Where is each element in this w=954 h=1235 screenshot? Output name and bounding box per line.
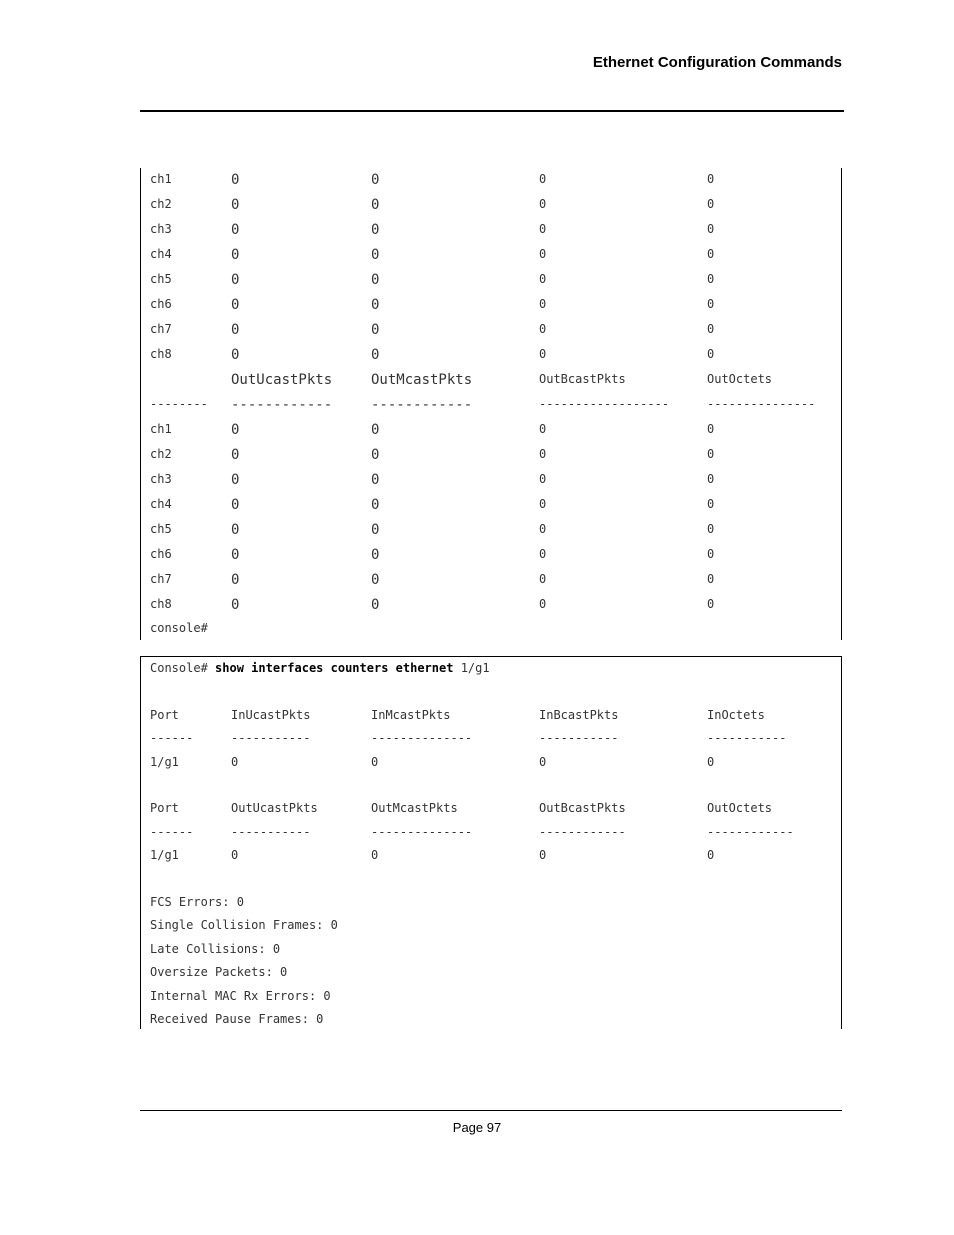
cell: 0 <box>539 447 547 461</box>
cell: 0 <box>231 297 240 313</box>
cell: 0 <box>371 222 380 238</box>
prompt-text: console# <box>150 621 208 635</box>
cell: InUcastPkts <box>231 707 311 722</box>
cell: 0 <box>231 597 240 613</box>
cell: 0 <box>371 322 380 338</box>
cell: ch5 <box>150 272 172 286</box>
cell: 0 <box>707 472 715 486</box>
cell: 0 <box>231 272 240 288</box>
cell: 0 <box>539 297 547 311</box>
cell: OutBcastPkts <box>539 801 626 816</box>
cell: 0 <box>371 547 380 563</box>
cell: 0 <box>539 497 547 511</box>
cell: 0 <box>707 547 715 561</box>
cell: 0 <box>707 272 715 286</box>
cell: ch2 <box>150 197 172 211</box>
cell: 0 <box>371 472 380 488</box>
cell: ------ <box>150 731 194 746</box>
cell: 0 <box>231 754 239 769</box>
cell: 0 <box>539 547 547 561</box>
cell: 0 <box>539 472 547 486</box>
cell: 0 <box>371 247 380 263</box>
cell: 0 <box>707 597 715 611</box>
cell: 0 <box>539 172 547 186</box>
cell: 0 <box>539 848 547 863</box>
cell: ------------------ <box>539 397 670 411</box>
cell: OutMcastPkts <box>371 801 458 816</box>
cell: 0 <box>231 472 240 488</box>
cell: Port <box>150 801 179 816</box>
cell: 0 <box>371 754 379 769</box>
cell: 0 <box>231 172 240 188</box>
cell: OutOctets <box>707 801 773 816</box>
cell: 0 <box>539 347 547 361</box>
cell: 1/g1 <box>150 754 179 769</box>
cell: ch3 <box>150 222 172 236</box>
stat-text: Late Collisions: 0 <box>150 941 281 956</box>
console-output-box-1 <box>140 168 842 640</box>
cell: -------------- <box>371 731 473 746</box>
cell: 0 <box>231 547 240 563</box>
cell: 0 <box>371 272 380 288</box>
stat-text: Oversize Packets: 0 <box>150 965 288 980</box>
cell: 0 <box>231 347 240 363</box>
cell: -------------- <box>371 824 473 839</box>
cell: ----------- <box>231 824 311 839</box>
cell: OutMcastPkts <box>371 372 473 388</box>
cell: ch3 <box>150 472 172 486</box>
cell: 0 <box>371 497 380 513</box>
cell: 0 <box>707 297 715 311</box>
cell: 0 <box>539 272 547 286</box>
cell: 0 <box>539 322 547 336</box>
page-number: Page 97 <box>452 1120 502 1135</box>
cell: 0 <box>371 848 379 863</box>
cell: 0 <box>231 497 240 513</box>
cell: 0 <box>539 197 547 211</box>
cell: 0 <box>371 197 380 213</box>
cell: 0 <box>707 347 715 361</box>
cell: ch4 <box>150 247 172 261</box>
page-header-title: Ethernet Configuration Commands <box>592 54 842 71</box>
cell: 0 <box>371 572 380 588</box>
cell: 0 <box>231 197 240 213</box>
cell: 0 <box>707 322 715 336</box>
cell: ------ <box>150 824 194 839</box>
cell: ------------ <box>371 397 473 413</box>
cell: ch4 <box>150 497 172 511</box>
cell: InBcastPkts <box>539 707 619 722</box>
cell: 0 <box>231 447 240 463</box>
stat-text: FCS Errors: 0 <box>150 895 244 909</box>
cell: OutBcastPkts <box>539 372 626 386</box>
cell: ------------ <box>539 824 626 839</box>
stat-text: Internal MAC Rx Errors: 0 <box>150 988 331 1003</box>
cell: 0 <box>371 422 380 438</box>
cell: 0 <box>707 572 715 586</box>
command-prompt: Console# show interfaces counters ethernet 1/g1 <box>150 661 490 675</box>
header-divider <box>140 110 844 112</box>
cell: 0 <box>231 572 240 588</box>
cell: ----------- <box>231 731 311 746</box>
cell: ch7 <box>150 322 172 336</box>
cell: 0 <box>707 497 715 511</box>
cell: ------------ <box>231 397 333 413</box>
cell: 0 <box>371 347 380 363</box>
cell: OutUcastPkts <box>231 801 318 816</box>
cell: 0 <box>539 572 547 586</box>
cell: --------------- <box>707 397 816 411</box>
cell: 0 <box>707 754 715 769</box>
cell: 0 <box>707 172 715 186</box>
cell: OutUcastPkts <box>231 372 333 388</box>
cell: 0 <box>371 172 380 188</box>
cell: 0 <box>231 247 240 263</box>
stat-text: Received Pause Frames: 0 <box>150 1012 324 1026</box>
cell: 0 <box>539 754 547 769</box>
cell: OutOctets <box>707 372 773 386</box>
cell: ch7 <box>150 572 172 586</box>
cell: 0 <box>539 597 547 611</box>
cell: 0 <box>707 422 715 436</box>
cell: ch5 <box>150 522 172 536</box>
cell: 0 <box>707 848 715 863</box>
cell: 0 <box>231 848 239 863</box>
cell: 1/g1 <box>150 848 179 863</box>
stat-text: Single Collision Frames: 0 <box>150 918 338 933</box>
cell: ----------- <box>539 731 619 746</box>
cell: ch1 <box>150 172 172 186</box>
cell: ch8 <box>150 347 172 361</box>
cell: 0 <box>231 222 240 238</box>
cell: 0 <box>707 522 715 536</box>
cell: 0 <box>231 422 240 438</box>
cell: 0 <box>539 247 547 261</box>
command-line <box>141 661 490 681</box>
cell: InOctets <box>707 707 765 722</box>
cell: ------------ <box>707 824 794 839</box>
cell: ch1 <box>150 422 172 436</box>
cell: ch6 <box>150 297 172 311</box>
cell: 0 <box>371 447 380 463</box>
cell: 0 <box>707 197 715 211</box>
cell: Port <box>150 707 179 722</box>
cell: ----------- <box>707 731 787 746</box>
cell: 0 <box>231 322 240 338</box>
cell: 0 <box>371 597 380 613</box>
cell: -------- <box>150 397 208 411</box>
cell: 0 <box>539 222 547 236</box>
footer-divider <box>140 1110 842 1111</box>
cell: ch2 <box>150 447 172 461</box>
cell: 0 <box>539 522 547 536</box>
cell: 0 <box>371 297 380 313</box>
cell: 0 <box>539 422 547 436</box>
cell: 0 <box>707 447 715 461</box>
cell: ch8 <box>150 597 172 611</box>
cell: InMcastPkts <box>371 707 451 722</box>
cell: 0 <box>707 247 715 261</box>
cell: 0 <box>371 522 380 538</box>
cell: ch6 <box>150 547 172 561</box>
cell: 0 <box>231 522 240 538</box>
console-output-box-2 <box>140 656 842 1029</box>
cell: 0 <box>707 222 715 236</box>
